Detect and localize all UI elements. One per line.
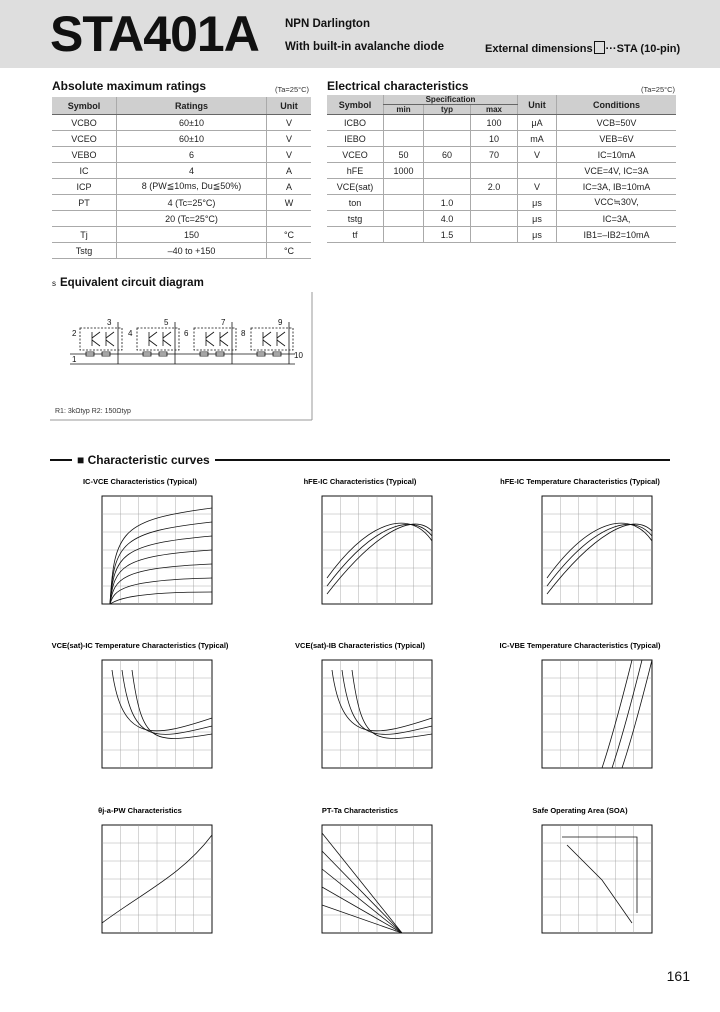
circuit-title-text: Equivalent circuit diagram xyxy=(60,277,204,289)
plot-curve xyxy=(322,887,402,933)
elec-cell-symbol: IEBO xyxy=(327,131,384,147)
plot-title: PT-Ta Characteristics xyxy=(321,806,399,815)
elec-cell-conditions: VCC≒30V, xyxy=(557,195,677,211)
abs-row xyxy=(52,211,311,227)
abs-col-symbol: Symbol xyxy=(52,97,117,115)
plot-curve xyxy=(547,524,652,586)
circuit-pin-label: 10 xyxy=(294,351,303,360)
abs-row xyxy=(52,163,311,179)
elec-cell-typ: 60 xyxy=(424,147,471,163)
plot-curve xyxy=(110,550,212,604)
plot-curve xyxy=(332,670,432,731)
abs-cell-unit: V xyxy=(267,131,312,147)
circuit-note: R1: 3kΩtyp R2: 150Ωtyp xyxy=(55,408,131,415)
abs-row xyxy=(52,131,311,147)
circuit-pin-label: 7 xyxy=(221,318,226,327)
abs-col-ratings: Ratings xyxy=(117,97,267,115)
plot-curve xyxy=(322,905,402,933)
elec-cell-conditions: VEB=6V xyxy=(557,131,677,147)
circuit-pin-label: 1 xyxy=(72,355,77,364)
plot-title: Safe Operating Area (SOA) xyxy=(532,806,628,815)
elec-table xyxy=(327,95,676,243)
elec-cell-unit: V xyxy=(518,179,557,195)
curves-title: ■ Characteristic curves xyxy=(72,453,215,467)
elec-cell-conditions: IC=10mA xyxy=(557,147,677,163)
elec-cell-min xyxy=(384,195,424,211)
abs-row xyxy=(52,227,311,243)
abs-cell-symbol: PT xyxy=(52,195,117,211)
abs-cell-unit xyxy=(267,211,312,227)
abs-cell-unit: W xyxy=(267,195,312,211)
elec-cell-typ xyxy=(424,163,471,179)
elec-cell-max: 10 xyxy=(471,131,518,147)
curve-plot xyxy=(270,474,450,634)
elec-cell-symbol: tf xyxy=(327,227,384,243)
abs-cell-symbol: Tj xyxy=(52,227,117,243)
abs-cell-unit: A xyxy=(267,179,312,195)
plot-curve xyxy=(110,592,212,604)
elec-cell-conditions: VCE=4V, IC=3A xyxy=(557,163,677,179)
elec-cell-min: 1000 xyxy=(384,163,424,179)
abs-cell-unit: V xyxy=(267,147,312,163)
circuit-pin-label: 6 xyxy=(184,329,189,338)
elec-col-symbol: Symbol xyxy=(327,95,384,115)
curve-plot xyxy=(50,474,230,634)
elec-row xyxy=(327,179,676,195)
device-feature: With built-in avalanche diode xyxy=(285,41,444,53)
abs-max-cond: (Ta=25°C) xyxy=(275,85,310,94)
plot-curve xyxy=(112,670,212,731)
circuit-pin-label: 3 xyxy=(107,318,112,327)
elec-cell-conditions: IC=3A, IB=10mA xyxy=(557,179,677,195)
elec-col-max: max xyxy=(471,105,518,115)
abs-row xyxy=(52,115,311,131)
plot-curve xyxy=(547,524,652,594)
elec-cell-max xyxy=(471,211,518,227)
elec-cell-max xyxy=(471,227,518,243)
abs-col-unit: Unit xyxy=(267,97,312,115)
circuit-pin-label: 9 xyxy=(278,318,283,327)
elec-col-conditions: Conditions xyxy=(557,95,677,115)
elec-cell-max: 70 xyxy=(471,147,518,163)
abs-cell-rating: 8 (PW≦10ms, Du≦50%) xyxy=(117,179,267,195)
elec-row xyxy=(327,131,676,147)
elec-cell-unit: μs xyxy=(518,195,557,211)
ext-dim-suffix: ···STA (10-pin) xyxy=(605,43,681,55)
elec-cell-symbol: ICBO xyxy=(327,115,384,131)
elec-col-spec: Specification xyxy=(384,95,518,105)
elec-cell-conditions: IC=3A, xyxy=(557,211,677,227)
plot-curve xyxy=(110,522,212,604)
circuit-title xyxy=(52,277,204,289)
abs-cell-rating: 20 (Tc=25°C) xyxy=(117,211,267,227)
abs-cell-rating: 6 xyxy=(117,147,267,163)
page-number: 161 xyxy=(666,968,690,984)
curve-plot xyxy=(490,474,670,634)
elec-cell-symbol: VCEO xyxy=(327,147,384,163)
plot-title: IC-VBE Temperature Characteristics (Typical) xyxy=(499,641,661,650)
elec-cell-symbol: tstg xyxy=(327,211,384,227)
circuit-pin-label: 8 xyxy=(241,329,246,338)
elec-cell-unit: mA xyxy=(518,131,557,147)
abs-cell-rating: –40 to +150 xyxy=(117,243,267,259)
elec-cell-unit: μs xyxy=(518,211,557,227)
curve-plot xyxy=(490,803,670,963)
elec-cell-typ: 1.0 xyxy=(424,195,471,211)
part-number: STA401A xyxy=(50,6,259,62)
abs-cell-symbol: ICP xyxy=(52,179,117,195)
plot-curve xyxy=(327,524,432,586)
plot-curve xyxy=(327,523,432,578)
abs-cell-symbol: IC xyxy=(52,163,117,179)
curve-plot xyxy=(490,638,670,798)
elec-row xyxy=(327,147,676,163)
abs-cell-symbol: VCEO xyxy=(52,131,117,147)
abs-cell-symbol: Tstg xyxy=(52,243,117,259)
ext-dim-prefix: External dimensions xyxy=(485,43,593,55)
elec-cell-conditions: IB1=–IB2=10mA xyxy=(557,227,677,243)
device-type: NPN Darlington xyxy=(285,18,370,30)
abs-cell-rating: 60±10 xyxy=(117,115,267,131)
elec-row xyxy=(327,195,676,211)
elec-cell-unit: μs xyxy=(518,227,557,243)
elec-cell-unit: μA xyxy=(518,115,557,131)
abs-cell-rating: 4 (Tc=25°C) xyxy=(117,195,267,211)
abs-max-table xyxy=(52,97,311,259)
plot-title: VCE(sat)-IC Temperature Characteristics (Typical) xyxy=(51,641,229,650)
abs-cell-rating: 60±10 xyxy=(117,131,267,147)
circuit-pin-label: 5 xyxy=(164,318,169,327)
abs-cell-rating: 150 xyxy=(117,227,267,243)
plot-curve xyxy=(327,524,432,594)
abs-cell-unit: °C xyxy=(267,227,312,243)
circuit-pin-label: 2 xyxy=(72,329,77,338)
elec-cell-typ xyxy=(424,131,471,147)
elec-cell-min: 50 xyxy=(384,147,424,163)
elec-title: Electrical characteristics xyxy=(327,79,469,93)
elec-cell-typ xyxy=(424,179,471,195)
abs-max-title: Absolute maximum ratings xyxy=(52,79,207,93)
elec-cell-max: 2.0 xyxy=(471,179,518,195)
curve-plot xyxy=(50,803,230,963)
curve-plot xyxy=(270,803,450,963)
elec-cell-typ: 1.5 xyxy=(424,227,471,243)
elec-cell-max: 100 xyxy=(471,115,518,131)
elec-cell-symbol: VCE(sat) xyxy=(327,179,384,195)
plot-curve xyxy=(110,508,212,604)
plot-curve xyxy=(322,851,402,933)
plot-title: θj-a-PW Characteristics xyxy=(98,806,182,815)
abs-cell-symbol: VCBO xyxy=(52,115,117,131)
elec-row xyxy=(327,115,676,131)
abs-row xyxy=(52,179,311,195)
elec-row xyxy=(327,211,676,227)
abs-cell-symbol: VEBO xyxy=(52,147,117,163)
elec-cell-typ: 4.0 xyxy=(424,211,471,227)
elec-cell-min xyxy=(384,227,424,243)
elec-cell-unit xyxy=(518,163,557,179)
darlington-stage xyxy=(137,322,179,364)
elec-cell-conditions: VCB=50V xyxy=(557,115,677,131)
elec-cell-unit: V xyxy=(518,147,557,163)
plot-title: VCE(sat)-IB Characteristics (Typical) xyxy=(295,641,425,650)
elec-row xyxy=(327,227,676,243)
abs-cell-unit: A xyxy=(267,163,312,179)
elec-cell-min xyxy=(384,131,424,147)
elec-cell-max xyxy=(471,163,518,179)
abs-row xyxy=(52,243,311,259)
plot-curve xyxy=(547,523,652,578)
elec-cell-min xyxy=(384,179,424,195)
elec-cond: (Ta=25°C) xyxy=(641,85,676,94)
elec-cell-symbol: ton xyxy=(327,195,384,211)
darlington-stage xyxy=(80,322,122,364)
plot-curve xyxy=(110,578,212,604)
elec-row xyxy=(327,163,676,179)
curve-plot xyxy=(50,638,230,798)
circuit-bullet: s xyxy=(52,279,56,288)
plot-title: hFE-IC Temperature Characteristics (Typical) xyxy=(500,477,660,486)
plot-title: IC-VCE Characteristics (Typical) xyxy=(82,477,198,486)
elec-cell-min xyxy=(384,115,424,131)
abs-row xyxy=(52,147,311,163)
elec-cell-symbol: hFE xyxy=(327,163,384,179)
elec-col-min: min xyxy=(384,105,424,115)
equivalent-circuit-diagram xyxy=(50,292,315,422)
plot-curve xyxy=(322,833,402,933)
abs-cell-symbol xyxy=(52,211,117,227)
plot-curve xyxy=(567,845,632,923)
external-dimensions xyxy=(485,41,680,55)
abs-row xyxy=(52,195,311,211)
darlington-stage xyxy=(194,322,236,364)
elec-col-unit: Unit xyxy=(518,95,557,115)
elec-cell-typ xyxy=(424,115,471,131)
plot-curve xyxy=(562,837,637,913)
plot-curve xyxy=(322,869,402,933)
curve-plot xyxy=(270,638,450,798)
elec-cell-min xyxy=(384,211,424,227)
plot-title: hFE-IC Characteristics (Typical) xyxy=(303,477,417,486)
circuit-pin-label: 4 xyxy=(128,329,133,338)
abs-cell-unit: °C xyxy=(267,243,312,259)
curves-title-text: Characteristic curves xyxy=(87,453,210,467)
abs-cell-rating: 4 xyxy=(117,163,267,179)
abs-cell-unit: V xyxy=(267,115,312,131)
dimension-box-icon xyxy=(594,41,605,54)
elec-cell-max xyxy=(471,195,518,211)
darlington-stage xyxy=(251,322,293,364)
elec-col-typ: typ xyxy=(424,105,471,115)
